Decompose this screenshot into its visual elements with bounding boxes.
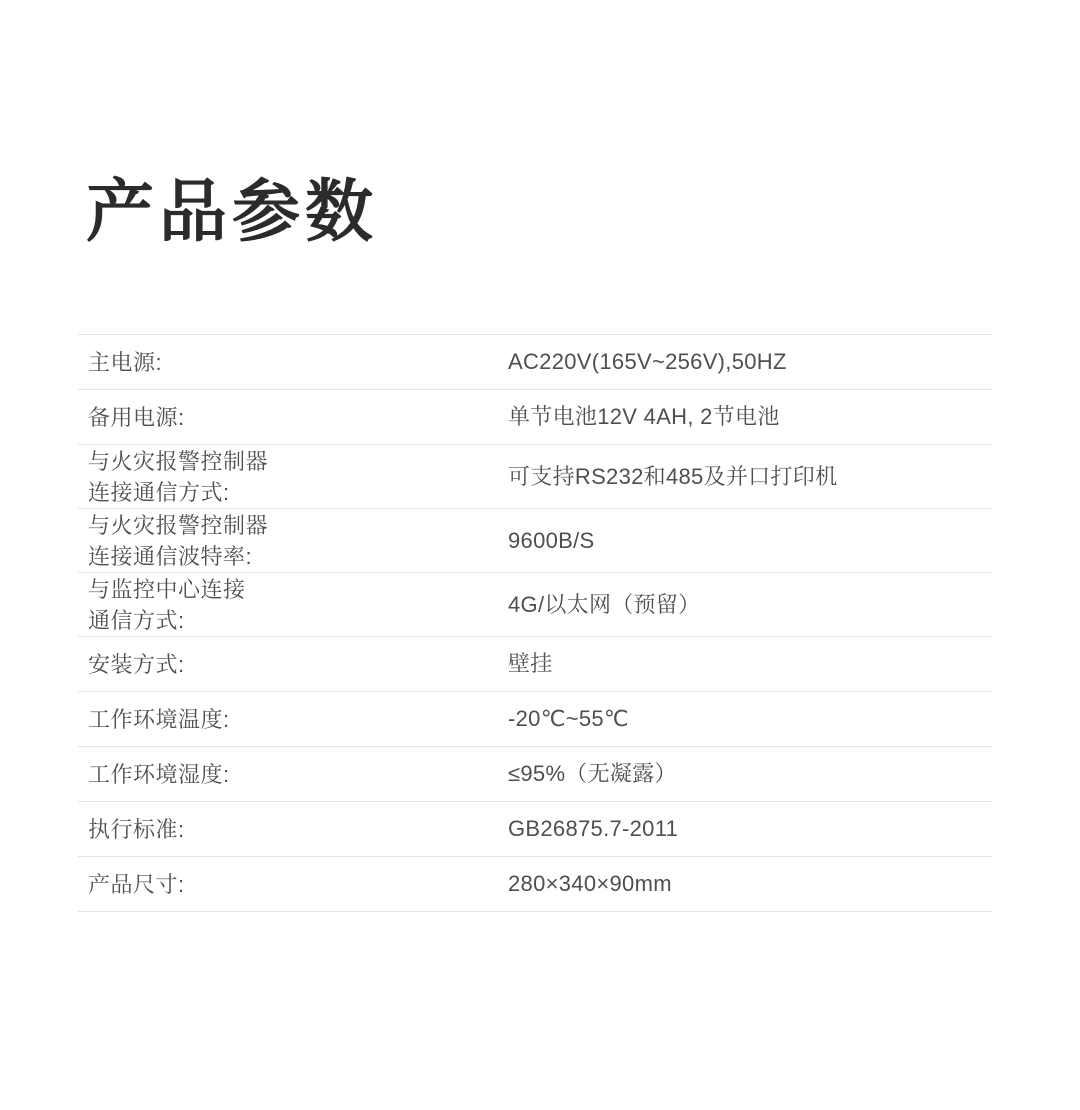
table-row-main-power (78, 335, 992, 390)
table-row-operating-humidity (78, 747, 992, 802)
spec-label (78, 446, 508, 508)
spec-value: ≤95%（无凝露） (508, 761, 677, 786)
spec-table (78, 334, 992, 912)
spec-label-line: 执行标准: (88, 816, 185, 842)
spec-value: 9600B/S (508, 527, 595, 553)
table-row-backup-power (78, 390, 992, 445)
spec-value: AC220V(165V~256V),50HZ (508, 349, 787, 374)
spec-label-line: 与火灾报警控制器 (88, 448, 269, 474)
spec-label-line: 与监控中心连接 (88, 576, 246, 602)
spec-label (78, 574, 508, 636)
spec-label (78, 704, 508, 735)
table-row-controller-baud-rate (78, 509, 992, 573)
spec-label-line: 与火灾报警控制器 (88, 512, 269, 538)
spec-label-line: 备用电源: (88, 404, 185, 430)
spec-label (78, 402, 508, 433)
spec-value: 4G/以太网（预留） (508, 591, 701, 617)
spec-label (78, 869, 508, 900)
spec-label (78, 759, 508, 790)
spec-value: 单节电池12V 4AH, 2节电池 (508, 404, 780, 429)
spec-label-line: 安装方式: (88, 651, 185, 677)
spec-label-line: 工作环境温度: (88, 706, 230, 732)
table-row-install-method (78, 637, 992, 692)
table-row-monitor-center-comm (78, 573, 992, 637)
table-row-controller-comm-mode (78, 445, 992, 509)
spec-value: 280×340×90mm (508, 871, 672, 896)
table-row-operating-temperature (78, 692, 992, 747)
spec-label-line: 产品尺寸: (88, 871, 185, 897)
table-row-product-size (78, 857, 992, 912)
spec-value: -20℃~55℃ (508, 706, 629, 731)
spec-label-line: 工作环境湿度: (88, 761, 230, 787)
spec-label-line: 主电源: (88, 349, 163, 375)
spec-value: 可支持RS232和485及并口打印机 (508, 463, 838, 489)
spec-label (78, 814, 508, 845)
spec-value: GB26875.7-2011 (508, 816, 679, 841)
spec-value: 壁挂 (508, 651, 553, 676)
spec-label (78, 649, 508, 680)
page-title: 产品参数 (86, 174, 379, 250)
spec-label-line: 连接通信波特率: (88, 543, 253, 569)
spec-label-line: 通信方式: (88, 607, 185, 633)
spec-label (78, 347, 508, 378)
spec-label-line: 连接通信方式: (88, 479, 230, 505)
table-row-standard (78, 802, 992, 857)
spec-label (78, 510, 508, 572)
